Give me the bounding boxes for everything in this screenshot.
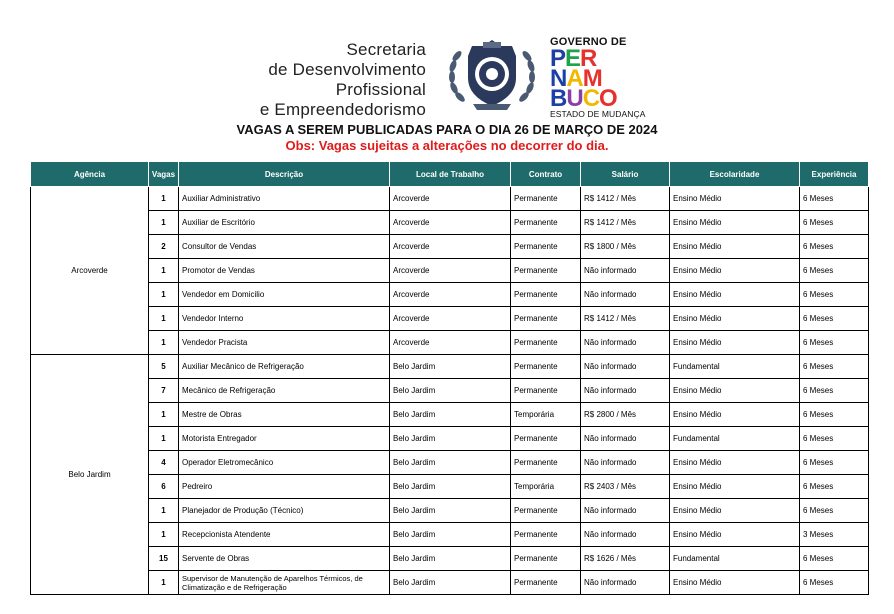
- table-header-row: [31, 162, 869, 187]
- table-row: [31, 451, 869, 475]
- vagas-cell: 1: [149, 283, 179, 307]
- escolaridade-cell: Ensino Médio: [670, 379, 800, 403]
- escolaridade-cell: Fundamental: [670, 427, 800, 451]
- contrato-cell: Permanente: [511, 187, 581, 211]
- escolaridade-cell: Ensino Médio: [670, 571, 800, 595]
- column-header: Contrato: [511, 162, 581, 187]
- contrato-cell: Permanente: [511, 331, 581, 355]
- experiencia-cell: 6 Meses: [800, 547, 869, 571]
- salario-cell: Não informado: [581, 523, 670, 547]
- vagas-cell: 1: [149, 427, 179, 451]
- page-header: [0, 0, 894, 122]
- local-cell: Belo Jardim: [390, 451, 511, 475]
- descricao-cell: Vendedor Interno: [179, 307, 390, 331]
- job-table-container: [30, 161, 868, 595]
- column-header: Local de Trabalho: [390, 162, 511, 187]
- column-header: Salário: [581, 162, 670, 187]
- page-title: VAGAS A SEREM PUBLICADAS PARA O DIA 26 DE MARÇO DE 2024: [236, 122, 658, 137]
- agency-cell: Arcoverde: [31, 187, 149, 355]
- descricao-cell: Consultor de Vendas: [179, 235, 390, 259]
- local-cell: Arcoverde: [390, 235, 511, 259]
- contrato-cell: Permanente: [511, 211, 581, 235]
- table-row: [31, 283, 869, 307]
- local-cell: Arcoverde: [390, 283, 511, 307]
- experiencia-cell: 6 Meses: [800, 235, 869, 259]
- table-row: [31, 499, 869, 523]
- descricao-cell: Auxiliar de Escritório: [179, 211, 390, 235]
- column-header: Descrição: [179, 162, 390, 187]
- vagas-cell: 1: [149, 403, 179, 427]
- table-row: [31, 355, 869, 379]
- contrato-cell: Temporária: [511, 475, 581, 499]
- escolaridade-cell: Ensino Médio: [670, 307, 800, 331]
- table-row: [31, 523, 869, 547]
- experiencia-cell: 6 Meses: [800, 571, 869, 595]
- gov-logo-letter: R: [580, 45, 597, 72]
- descricao-cell: Supervisor de Manutenção de Aparelhos Térmicos, de Climatização e de Refrigeração: [179, 571, 390, 595]
- gov-logo-letter: E: [565, 45, 581, 72]
- contrato-cell: Permanente: [511, 571, 581, 595]
- descricao-cell: Planejador de Produção (Técnico): [179, 499, 390, 523]
- salario-cell: R$ 2403 / Mês: [581, 475, 670, 499]
- contrato-cell: Permanente: [511, 427, 581, 451]
- descricao-cell: Auxiliar Administrativo: [179, 187, 390, 211]
- escolaridade-cell: Ensino Médio: [670, 259, 800, 283]
- governo-pernambuco-logo: [550, 36, 678, 120]
- salario-cell: Não informado: [581, 451, 670, 475]
- column-header: Vagas: [149, 162, 179, 187]
- table-row: [31, 307, 869, 331]
- escolaridade-cell: Ensino Médio: [670, 403, 800, 427]
- pernambuco-coat-of-arms-icon: [443, 36, 541, 112]
- contrato-cell: Permanente: [511, 283, 581, 307]
- escolaridade-cell: Ensino Médio: [670, 283, 800, 307]
- table-row: [31, 571, 869, 595]
- table-row: [31, 211, 869, 235]
- salario-cell: R$ 1626 / Mês: [581, 547, 670, 571]
- gov-logo-bottom-text: ESTADO DE MUDANÇA: [550, 109, 646, 119]
- experiencia-cell: 6 Meses: [800, 259, 869, 283]
- column-header: Agência: [31, 162, 149, 187]
- escolaridade-cell: Ensino Médio: [670, 211, 800, 235]
- local-cell: Arcoverde: [390, 211, 511, 235]
- observation-note: Obs: Vagas sujeitas a alterações no decorrer do dia.: [285, 138, 609, 153]
- descricao-cell: Auxiliar Mecânico de Refrigeração: [179, 355, 390, 379]
- salario-cell: R$ 1412 / Mês: [581, 187, 670, 211]
- escolaridade-cell: Ensino Médio: [670, 451, 800, 475]
- escolaridade-cell: Fundamental: [670, 547, 800, 571]
- vagas-cell: 1: [149, 331, 179, 355]
- experiencia-cell: 6 Meses: [800, 427, 869, 451]
- descricao-cell: Vendedor em Domicilio: [179, 283, 390, 307]
- local-cell: Belo Jardim: [390, 499, 511, 523]
- vagas-cell: 1: [149, 499, 179, 523]
- table-row: [31, 331, 869, 355]
- experiencia-cell: 6 Meses: [800, 475, 869, 499]
- local-cell: Arcoverde: [390, 187, 511, 211]
- local-cell: Belo Jardim: [390, 427, 511, 451]
- local-cell: Belo Jardim: [390, 379, 511, 403]
- gov-logo-letter: N: [550, 65, 567, 92]
- secretaria-name: [260, 40, 426, 120]
- local-cell: Belo Jardim: [390, 475, 511, 499]
- descricao-cell: Motorista Entregador: [179, 427, 390, 451]
- local-cell: Belo Jardim: [390, 571, 511, 595]
- contrato-cell: Permanente: [511, 547, 581, 571]
- salario-cell: Não informado: [581, 379, 670, 403]
- table-body: [31, 187, 869, 595]
- secretaria-line: de Desenvolvimento: [268, 60, 426, 79]
- column-header: Escolaridade: [670, 162, 800, 187]
- gov-logo-letter: C: [582, 85, 600, 112]
- descricao-cell: Mestre de Obras: [179, 403, 390, 427]
- vagas-cell: 6: [149, 475, 179, 499]
- salario-cell: Não informado: [581, 283, 670, 307]
- gov-logo-letter: B: [550, 85, 567, 112]
- contrato-cell: Permanente: [511, 355, 581, 379]
- vagas-cell: 1: [149, 259, 179, 283]
- table-row: [31, 235, 869, 259]
- descricao-cell: Pedreiro: [179, 475, 390, 499]
- local-cell: Arcoverde: [390, 259, 511, 283]
- vagas-cell: 1: [149, 307, 179, 331]
- contrato-cell: Permanente: [511, 259, 581, 283]
- descricao-cell: Recepcionista Atendente: [179, 523, 390, 547]
- contrato-cell: Permanente: [511, 379, 581, 403]
- descricao-cell: Operador Eletromecânico: [179, 451, 390, 475]
- gov-logo-letter: P: [550, 45, 566, 72]
- local-cell: Belo Jardim: [390, 523, 511, 547]
- experiencia-cell: 6 Meses: [800, 355, 869, 379]
- experiencia-cell: 6 Meses: [800, 211, 869, 235]
- experiencia-cell: 6 Meses: [800, 187, 869, 211]
- contrato-cell: Permanente: [511, 523, 581, 547]
- experiencia-cell: 6 Meses: [800, 451, 869, 475]
- descricao-cell: Mecânico de Refrigeração: [179, 379, 390, 403]
- salario-cell: R$ 2800 / Mês: [581, 403, 670, 427]
- local-cell: Arcoverde: [390, 307, 511, 331]
- gov-logo-letter: A: [566, 65, 583, 92]
- escolaridade-cell: Ensino Médio: [670, 475, 800, 499]
- table-row: [31, 259, 869, 283]
- vagas-cell: 1: [149, 211, 179, 235]
- contrato-cell: Permanente: [511, 499, 581, 523]
- gov-logo-row-text: [550, 85, 617, 112]
- table-row: [31, 403, 869, 427]
- local-cell: Arcoverde: [390, 331, 511, 355]
- gov-logo-letter: M: [582, 65, 602, 92]
- descricao-cell: Servente de Obras: [179, 547, 390, 571]
- job-table: [30, 161, 869, 595]
- escolaridade-cell: Fundamental: [670, 355, 800, 379]
- salario-cell: Não informado: [581, 331, 670, 355]
- secretaria-line: Profissional: [335, 80, 426, 99]
- contrato-cell: Temporária: [511, 403, 581, 427]
- salario-cell: R$ 1800 / Mês: [581, 235, 670, 259]
- salario-cell: Não informado: [581, 571, 670, 595]
- experiencia-cell: 6 Meses: [800, 379, 869, 403]
- vagas-cell: 2: [149, 235, 179, 259]
- table-row: [31, 547, 869, 571]
- table-row: [31, 427, 869, 451]
- table-row: [31, 187, 869, 211]
- local-cell: Belo Jardim: [390, 547, 511, 571]
- secretaria-line: Secretaria: [346, 40, 426, 59]
- escolaridade-cell: Ensino Médio: [670, 523, 800, 547]
- salario-cell: Não informado: [581, 259, 670, 283]
- experiencia-cell: 6 Meses: [800, 307, 869, 331]
- experiencia-cell: 6 Meses: [800, 283, 869, 307]
- table-row: [31, 379, 869, 403]
- salario-cell: Não informado: [581, 427, 670, 451]
- contrato-cell: Permanente: [511, 451, 581, 475]
- agency-cell: Belo Jardim: [31, 355, 149, 595]
- local-cell: Belo Jardim: [390, 403, 511, 427]
- descricao-cell: Vendedor Pracista: [179, 331, 390, 355]
- table-row: [31, 475, 869, 499]
- descricao-cell: Promotor de Vendas: [179, 259, 390, 283]
- vagas-cell: 1: [149, 523, 179, 547]
- escolaridade-cell: Ensino Médio: [670, 499, 800, 523]
- gov-logo-letter: O: [599, 85, 617, 112]
- vagas-cell: 1: [149, 571, 179, 595]
- experiencia-cell: 3 Meses: [800, 523, 869, 547]
- local-cell: Belo Jardim: [390, 355, 511, 379]
- vagas-cell: 4: [149, 451, 179, 475]
- gov-logo-top-text: GOVERNO DE: [550, 36, 627, 48]
- experiencia-cell: 6 Meses: [800, 403, 869, 427]
- vagas-cell: 1: [149, 187, 179, 211]
- gov-logo-row: [550, 85, 617, 112]
- salario-cell: Não informado: [581, 499, 670, 523]
- salario-cell: Não informado: [581, 355, 670, 379]
- escolaridade-cell: Ensino Médio: [670, 235, 800, 259]
- secretaria-line: e Empreendedorismo: [259, 100, 426, 119]
- experiencia-cell: 6 Meses: [800, 499, 869, 523]
- vagas-cell: 5: [149, 355, 179, 379]
- escolaridade-cell: Ensino Médio: [670, 187, 800, 211]
- experiencia-cell: 6 Meses: [800, 331, 869, 355]
- vagas-cell: 15: [149, 547, 179, 571]
- column-header: Experiência: [800, 162, 869, 187]
- salario-cell: R$ 1412 / Mês: [581, 211, 670, 235]
- escolaridade-cell: Ensino Médio: [670, 331, 800, 355]
- contrato-cell: Permanente: [511, 235, 581, 259]
- gov-logo-letter: U: [566, 85, 583, 112]
- salario-cell: R$ 1412 / Mês: [581, 307, 670, 331]
- contrato-cell: Permanente: [511, 307, 581, 331]
- vagas-cell: 7: [149, 379, 179, 403]
